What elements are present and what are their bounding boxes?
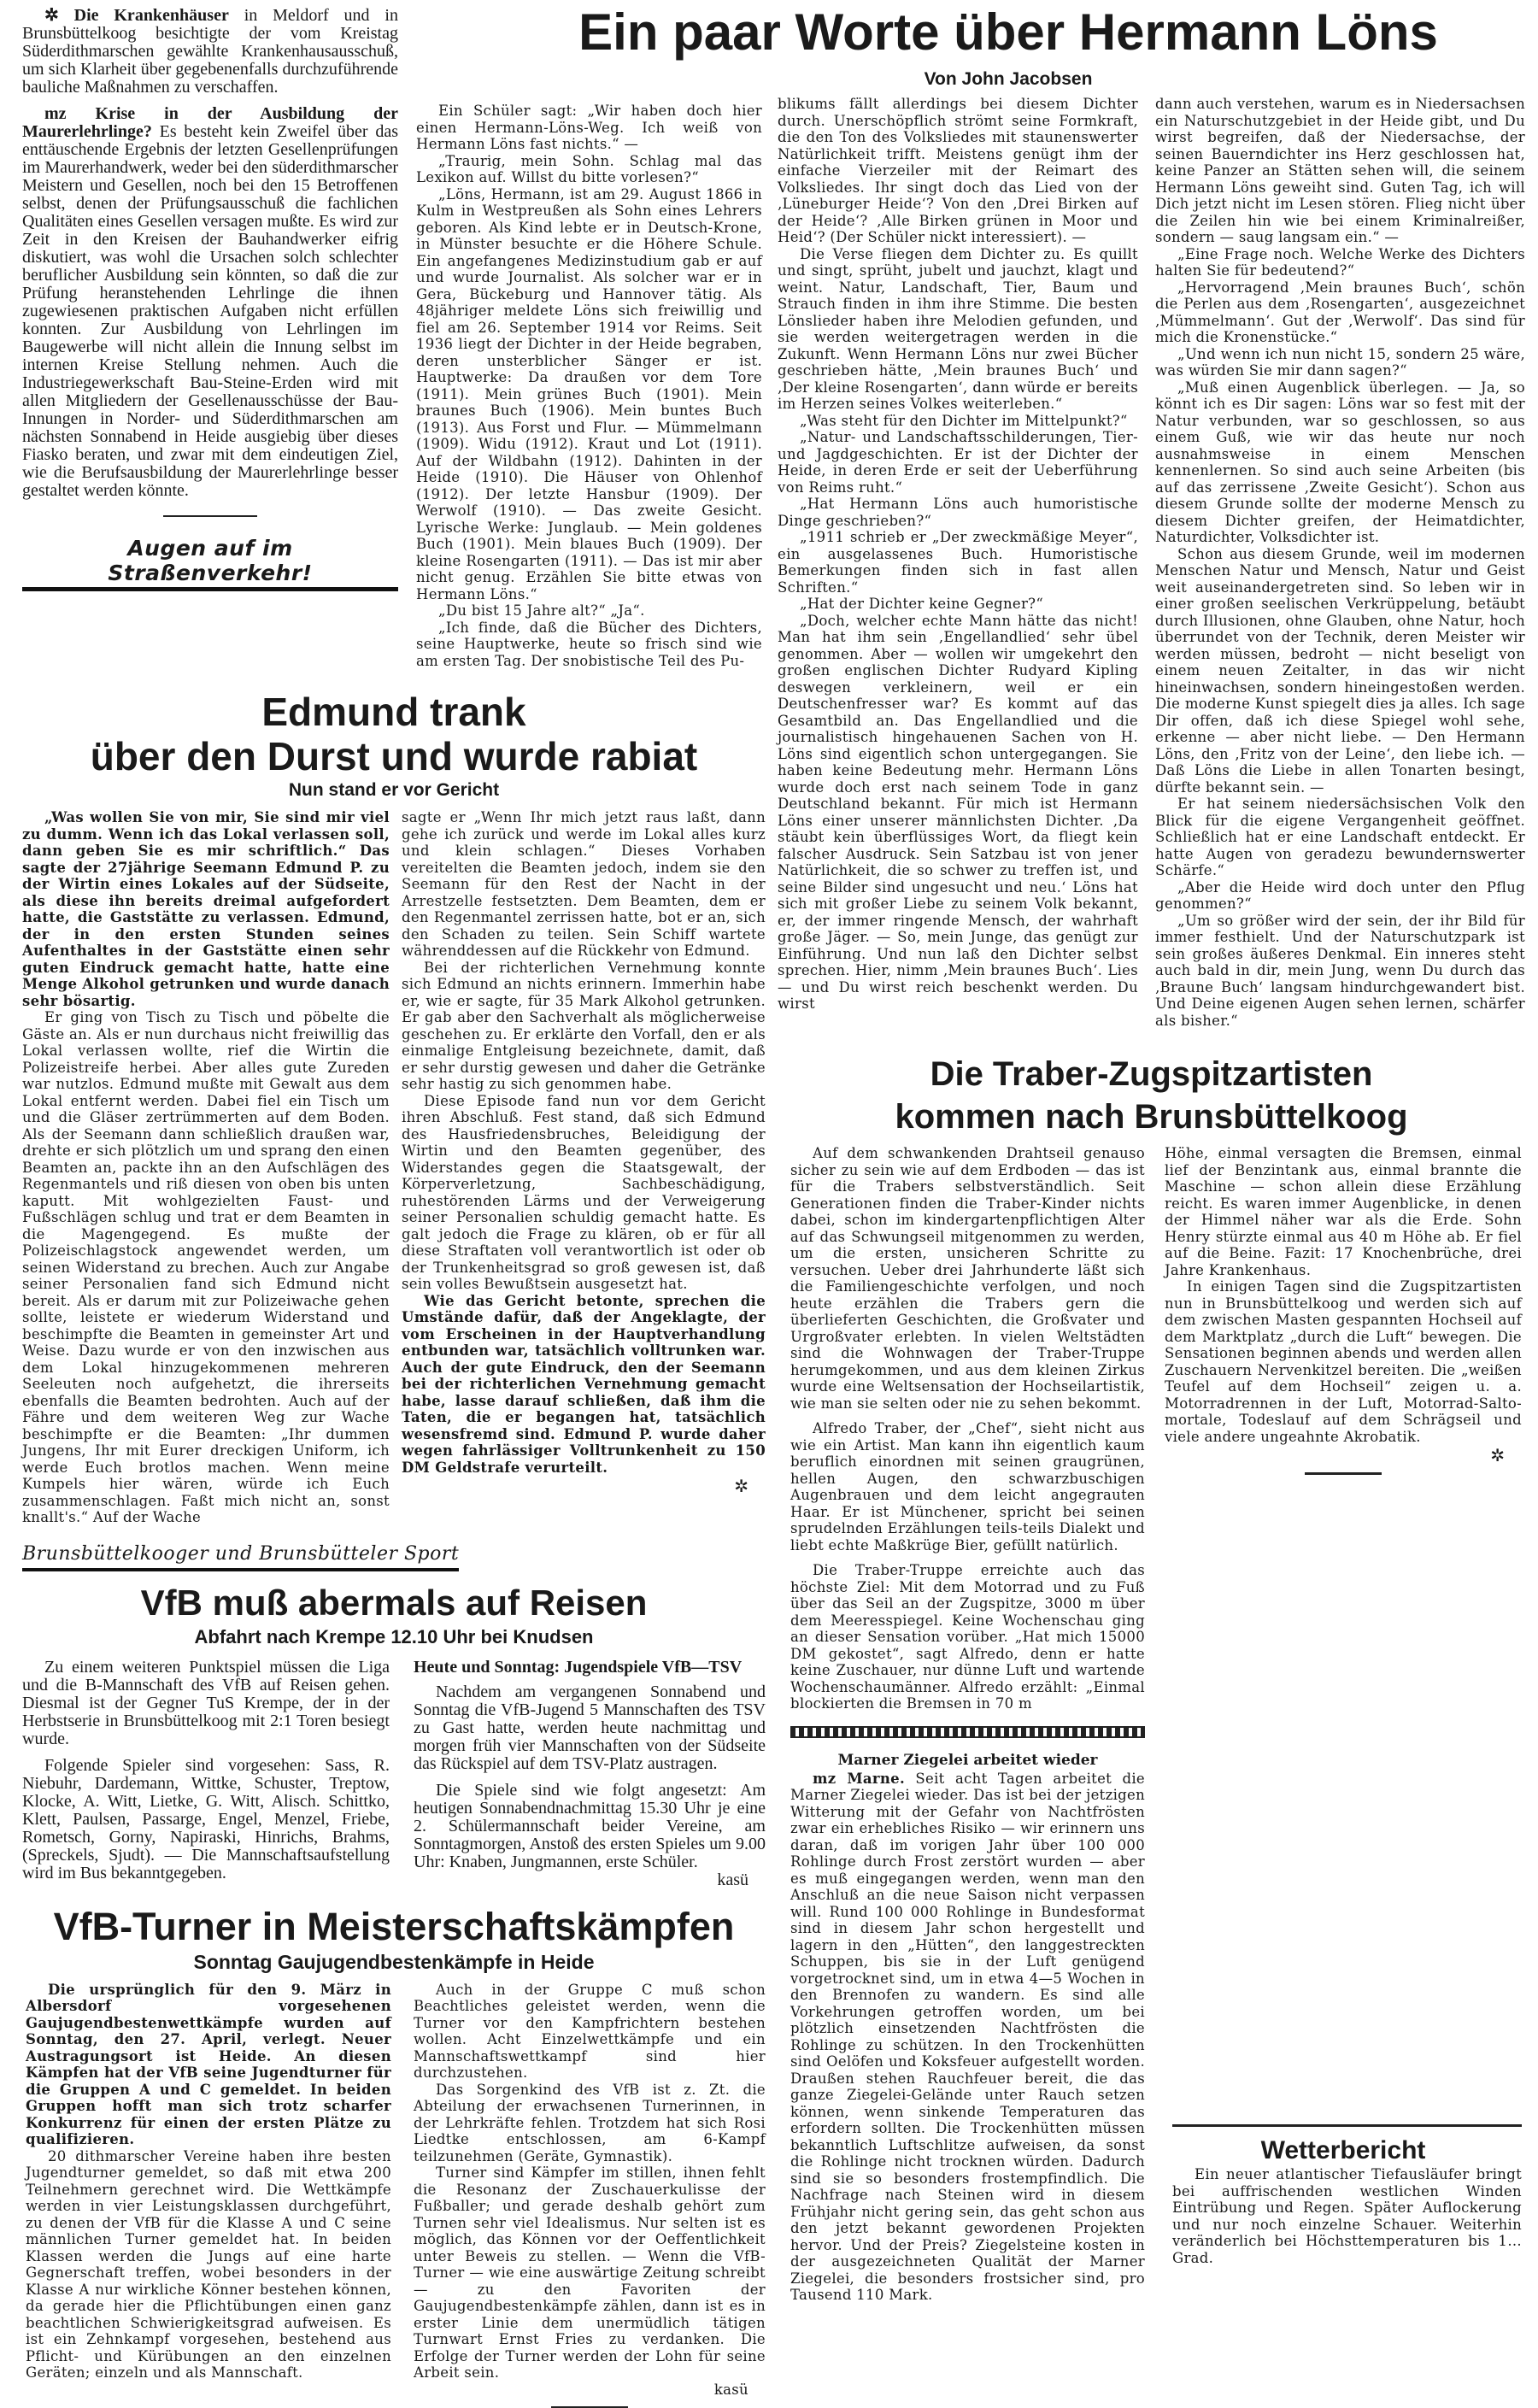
paragraph: sagte er „Wenn Ihr mich jetzt raus laßt, dann gehe ich zurück und werde im Lokal alles kurz und klein schlagen.“ Dieses Vorhaben vereitelten die Beamten jedoch, indem sie den Seemann für den Rest der Nacht in der Arrestzelle festsetzten. Dem Beamten, dem er den Regenmantel zerrissen hatte, bot er an, sich den Schaden zu teilen. Sein Schiff wartete währenddessen auf die Rückkehr von Edmund. [402, 809, 766, 960]
paragraph: Er ging von Tisch zu Tisch und pöbelte die Gäste an. Als er nun durchaus nicht freiwillig das Lokal verlassen wollte, rief die Wirtin die Polizeistreife herbei. Aber alles gute Zureden war nutzlos. Edmund mußte mit Gewalt aus dem Lokal entfernt werden. Dabei fiel ein Tisch um und die Gläser zertrümmerten auf dem Boden. Als der Seemann dann schließlich draußen war, drehte er sich plötzlich um und sprang den einen Beamten an, packte ihn an den Aufschlägen des Regenmantels und riß diesen von oben bis unten kaputt. Mit wohlgezielten Faust- und Fußschlägen schlug und trat er dem Beamten in die Magengegend. Es mußte der Polizeischlagstock angewendet werden, um seinen Widerstand zu brechen. Auch zur Angabe seiner Personalien fand sich Edmund nicht bereit. Als er darum mit zur Polizeiwache gehen sollte, leistete er wiederum Widerstand und beschimpfte die Beamten in gemeinster Art und Weise. Dazu wurde er von den inzwischen aus dem Lokal hinzugekommenen mehreren Seeleuten noch aufgehetzt, die ihrerseits ebenfalls die Beamten bedrohten. Auch auf der Fähre und dem weiteren Weg zur Wache beschimpfte er die Beamten: „Ihr dummen Jungens, Ihr mit Eurer dreckigen Uniform, ich werde Euch brotlos machen. Wenn meine Kumpels hier wären, würde ich Euch zusammenschlagen. Faßt mich nicht an, sonst knallt's.“ Auf der Wache [22, 1009, 390, 1526]
paragraph: Turner sind Kämpfer im stillen, ihnen fehlt die Resonanz der Zuschauerkulisse der Fußballer; und gerade deshalb gehört zum Turnen sehr viel Idealismus. Nur selten ist es möglich, das Können vor der Oeffentlichkeit unter Beweis zu stellen. — Wenn die VfB-Turner — wie eine auswärtige Zeitung schreibt — zu den Favoriten der Gaujugendbestenkämpfe zählen, dann ist es in erster Linie dem unermüdlich tätigen Turnwart Ernst Fries zu verdanken. Die Erfolge der Turner werden der Lohn für seine Arbeit sein. [414, 2164, 766, 2382]
vfb-travel-headline: VfB muß abermals auf Reisen [22, 1582, 766, 1624]
paragraph: Diese Episode fand nun vor dem Gericht ihren Abschluß. Fest stand, daß sich Edmund des Hausfriedensbruches, Beleidigung der Wirtin und den Beamten gegenüber, des Widerstandes gegen die Staatsgewalt, der Körperverletzung, Sachbeschädigung, ruhestörenden Lärms und der Verweigerung seiner Personalien schuldig gemacht hatte. Es galt jedoch die Frage zu klären, ob er für all diese Straftaten voll verantwortlich ist oder ob der Trunkenheitsgrad so groß gewesen ist, daß sein volles Bewußtsein ausgesetzt hat. [402, 1093, 766, 1293]
decorative-border [790, 1726, 1145, 1738]
right-lower-column-1 [790, 1145, 1145, 2304]
paragraph: „Natur- und Landschaftsschilderungen, Tier- und Jagdgeschichten. Er ist der Dichter der Heide, in deren Erde er seit der Ueberführung von Reims ruht.“ [778, 429, 1138, 496]
vfb-turner-column-1 [26, 1982, 391, 2382]
edmund-headline-line2: über den Durst und wurde rabiat [22, 734, 766, 778]
paragraph: „Aber die Heide wird doch unter den Pflug genommen?“ [1155, 879, 1525, 913]
end-mark-star-icon: ✲ [1165, 1445, 1522, 1465]
lead-in: mz Marne. [813, 1771, 905, 1787]
traffic-safety-banner: Augen auf im Straßenverkehr! [22, 536, 398, 591]
paragraph [22, 7, 398, 97]
traber-headline-line1: Die Traber-Zugspitzartisten [778, 1053, 1525, 1095]
vfb-travel-column-1 [22, 1659, 390, 1882]
paragraph: „Um so größer wird der sein, der ihr Bild für immer festhielt. Und der Naturschutzpark ist sein großes äußeres Denkmal. Ein inneres steht auch bald in dir, mein Jung, wenn Du durch das ‚Braune Buch‘ langsam hindurchgewandert bist. Und Deine eigenen Augen sehen lernen, schärfer als bisher.“ [1155, 913, 1525, 1030]
blank-space [1165, 1475, 1522, 2124]
paragraph: Höhe, einmal versagten die Bremsen, einmal lief der Benzintank aus, einmal brannte die Maschine — schon allein diese Erzählung reicht. Es waren immer Augenblicke, in denen der Himmel näher war als die Erde. Sohn Henry stürzte einmal aus 40 m Höhe ab. Er fiel auf die Beine. Fazit: 17 Knochenbrüche, drei Jahre Krankenhaus. [1165, 1145, 1522, 1278]
loens-column-2 [778, 96, 1138, 1013]
author-signature: kasü [414, 2382, 766, 2399]
vfb-turner-subheadline: Sonntag Gaujugendbestenkämpfe in Heide [22, 1949, 766, 1975]
paragraph: 20 dithmarscher Vereine haben ihre besten Jugendturner gemeldet, so daß mit etwa 200 Teilnehmern gerechnet wird. Die Wettkämpfe werden in vier Leistungsklassen durchgeführt, zu denen der VfB für die Klasse A und C seine männlichen Turner gemeldet hat. In beiden Klassen werden die Jungs auf eine harte Gegnerschaft treffen, wobei besonders in der Klasse A nur wirkliche Könner bestehen können, da gerade hier die Pflichtübungen einen ganz beachtlichen Schwierigkeitsgrad aufweisen. Es ist ein Zehnkampf vorgesehen, bestehend aus Pflicht- und Kürübungen an den einzelnen Geräten; einzeln und als Mannschaft. [26, 2148, 391, 2382]
paragraph: Schon aus diesem Grunde, weil im modernen Menschen Natur und Mensch, Natur und Geist weit auseinandergetreten sind. So leben wir in einer großen seelischen Verkrüppelung, betäubt durch Illusionen, ohne Glauben, ohne Natur, hoch überrundet von der Technik, deren Meister wir werden müssen, bedroht — nicht beseligt von einem neuen Zeitalter, in das wir nicht hineinwachsen, sondern hineingestoßen werden. Die moderne Kunst spiegelt dies ja alles. Ich sage Dir offen, daß ich diese Spiegel wohl sehe, erkenne — aber nicht liebe. — Den Hermann Löns, den ‚Fritz von der Leine‘, den liebe ich. — Daß Löns die Liebe in allen Tonarten besingt, dürfte bekannt sein. — [1155, 546, 1525, 796]
edmund-subheadline: Nun stand er vor Gericht [22, 778, 766, 802]
paragraph: Die Verse fliegen dem Dichter zu. Es quillt und singt, sprüht, jubelt und jauchzt, klagt und weint. Natur, Landschaft, Tier, Baum und Strauch finden in ihm ihre Stimme. Die besten Lönslieder haben ihre Melodien gefunden, und sie werden weitergetragen werden in die Zukunft. Wenn Hermann Löns nur zwei Bücher geschrieben hätte, ‚Mein braunes Buch‘ und ‚Der kleine Rosengarten‘, dann würde er bereits im Herzen seines Volkes weiterleben.“ [778, 246, 1138, 413]
traber-headline-line2: kommen nach Brunsbüttelkoog [778, 1095, 1525, 1138]
paragraph: Nachdem am vergangenen Sonnabend und Sonntag die VfB-Jugend 5 Mannschaften des TSV zu Gast hatte, werden heute nachmittag und morgen früh vier Mannschaften von der Südseite das Rückspiel auf dem TSV-Platz austragen. [414, 1683, 766, 1773]
paragraph: Folgende Spieler sind vorgesehen: Sass, R. Niebuhr, Dardemann, Wittke, Schuster, Treptow, Klocke, A. Witt, Lietke, G. Witt, Alisch. Schittko, Klett, Paulsen, Passarge, Engel, Menzel, Friebe, Rometsch, Gorny, Napiraski, Hinrichs, Brahms, (Spreckels, Sjudt). — Die Mannschaftsaufstellung wird im Bus bekanntgegeben. [22, 1757, 390, 1882]
loens-right-columns [778, 96, 1525, 1029]
vfb-travel-column-2 [414, 1659, 766, 1889]
paragraph [22, 105, 398, 500]
weather-headline: Wetterbericht [1165, 2135, 1522, 2166]
edmund-column-1 [22, 809, 390, 1526]
loens-byline: Von John Jacobsen [854, 68, 1162, 91]
paragraph: Auf dem schwankenden Drahtseil genauso sicher zu sein wie auf dem Erdboden — das ist für die Trabers selbstverständlich. Seit Generationen finden die Traber-Kinder nichts dabei, schon im kindergartenpflichtigen Alter auf das Schwungseil mitgenommen zu werden, um die ersten, unsicheren Schritte zu versuchen. Ueber drei Jahrhunderte läßt sich die Familiengeschichte verfolgen, und noch heute erzählen die Trabers gern die überlieferten Geschichten, die Großvater und Urgroßvater erlebten. In vielen Weltstädten sind die Wohnwagen der Traber-Truppe herumgekommen, und aus dem kleinen Zirkus wurde eine Weltsensation der Hochseilartistik, wie man sie selten oder nie zu sehen bekommt. [790, 1145, 1145, 1412]
right-lower-column-2 [1165, 1145, 1522, 2266]
lead-in: mz Krise in der Ausbildung der Maurerlehrlinge? [22, 104, 398, 141]
paragraph: „Hervorragend ‚Mein braunes Buch‘, schön die Perlen aus dem ‚Rosengarten‘, ausgezeichnet ‚Mümmelmann‘. Gut der ‚Werwolf‘. Das sind für mich die Kronenstücke.“ [1155, 279, 1525, 346]
weather-text: Ein neuer atlantischer Tiefausläufer bringt bei auffrischenden westlichen Winden Eintrübung und Regen. Später Auflockerung und nur noch einzelne Schauer. Weiterhin veränderlich bei Höchsttemperaturen bis 1… Grad. [1172, 2166, 1522, 2266]
paragraph: Er hat seinem niedersächsischen Volk den Blick für die eigene Vergangenheit geöffnet. Schließlich hat er eine Landschaft entdeckt. Er hatte Augen von geradezu bewundernswerter Schärfe.“ [1155, 796, 1525, 879]
paragraph-text: Seit acht Tagen arbeitet die Marner Ziegelei wieder. Das ist bei der jetzigen Witterung mit der Gefahr von Nachtfrösten zwar ein erhebliches Risiko — wir erinnern uns daran, daß im vorigen Jahr über 100 000 Rohlinge durch Frost zerstört wurden — aber es muß eingegangen werden, wenn man den Anschluß an die neue Saison nicht verpassen will. Rund 100 000 Rohlinge in Bundesformat sind in diesem Jahr schon hergestellt und lagern in den „Hütten“, den langgestreckten Schuppen, bis sie in der Luft genügend vorgetrocknet sind, um in etwa 4—5 Wochen in den Brennofen zu wandern. Es sind alle Vorkehrungen getroffen worden, um bei plötzlich einsetzenden Nachtfrösten die Rohlinge zu schützen. In den Trockenhütten sind Oelöfen und Koksfeuer aufgestellt worden. Draußen stehen Rauchfeuer bereit, die das ganze Ziegelei-Gelände unter Rauch setzen können, wenn sinkende Temperaturen das erfordern sollten. Die Trockenhütten müssen bekanntlich Luftschlitze aufweisen, da sonst die Rohlinge nicht trocknen würden. Dadurch sind sie so besonders frostempfindlich. Die Nachfrage nach Steinen wird in diesem Frühjahr nicht gering sein, das geht schon aus den jetzt bekannt gewordenen Projekten hervor. Und der Preis? Ziegelsteine kosten in der ausgezeichneten Qualität der Marner Ziegelei, die besonders frostsicher sind, pro Tausend 110 Mark. [790, 1771, 1145, 2304]
top-left-row [22, 7, 766, 669]
paragraph: Wie das Gericht betonte, sprechen die Umstände dafür, daß der Angeklagte, der vom Erscheinen in der Hauptverhandlung entbunden war, tatsächlich volltrunken war. Auch der gute Eindruck, den der Seemann bei der richterlichen Vernehmung gemacht habe, lasse darauf schließen, daß ihm die Taten, die er begangen hat, tatsächlich wesensfremd sind. Edmund P. wurde daher wegen fahrlässiger Volltrunkenheit zu 150 DM Geldstrafe verurteilt. [402, 1293, 766, 1477]
youth-games-text [414, 1683, 766, 1871]
edmund-headline-line1: Edmund trank [22, 690, 766, 734]
paragraph: Bei der richterlichen Vernehmung konnte sich Edmund an nichts erinnern. Immerhin habe er, wie er sagte, für 35 Mark Alkohol getrunken. Er gab aber den Sachverhalt als möglicherweise geschehen zu. Er erklärte den Vorfall, den er als einmalige Entgleisung bezeichnete, damit, daß er sehr durstig gewesen und daher die Getränke sehr hastig zu sich genommen habe. [402, 960, 766, 1093]
loens-column-1 [416, 103, 762, 669]
paragraph: Das Sorgenkind des VfB ist z. Zt. die Abteilung der erwachsenen Turnerinnen, in der Lehrkräfte fehlen. Trotzdem hat sich Rosi Liedtke entschlossen, am 6-Kampf teilzunehmen (Geräte, Gymnastik). [414, 2082, 766, 2165]
paragraph: Alfredo Traber, der „Chef“, sieht nicht aus wie ein Artist. Man kann ihn eigentlich kaum beruflich einordnen mit seinen graugrünen, hellen Augen, den schwarzbuschigen Augenbrauen und dem leicht angegrauten Haar. Er ist Münchener, spricht bei seinen sprudelnden Erzählungen teils-teils Dialekt und liebt echte Maßkrüge Bier, gefüllt natürlich. [790, 1420, 1145, 1553]
paragraph: Zu einem weiteren Punktspiel müssen die Liga und die B-Mannschaft des VfB auf Reisen gehen. Diesmal ist der Gegner TuS Krempe, der in der Herbstserie in Brunsbüttelkoog mit 2:1 Toren besiegt wurde. [22, 1659, 390, 1748]
paragraph: Auch in der Gruppe C muß schon Beachtliches geleistet werden, wenn die Turner vor den Kampfrichtern bestehen wollen. Acht Einzelwettkämpfe und ein Mannschaftswettkampf sind hier durchzustehen. [414, 1982, 766, 2082]
edmund-column-2-area [402, 809, 766, 1496]
local-news-area [22, 7, 398, 591]
paragraph: „Doch, welcher echte Mann hätte das nicht! Man hat ihm sein ‚Engellandlied‘ sehr übel genommen. Aber — wollen wir umgekehrt den großen englischen Dichter Rudyard Kipling deswegen verkleinern, weil er ein Deutschenfresser war? Es kommt auf das Gesamtbild an. Das Engellandlied und die journalistisch hingehauenen Sachen von H. Löns sind eigentlich schon untergegangen. Sie haben keine Bedeutung mehr. Hermann Löns wurde doch erst nach seinem Tode in ganz Deutschland bekannt. Für mich ist Hermann Löns einer unserer männlichsten Dichter. ‚Da stäubt kein überflüssiges Wort, da fliegt kein falscher Ausdruck. Sein Satzbau ist von jener Natürlichkeit, die so schwer zu treffen ist, und seine Bilder sind ungesucht und neu.‘ Löns hat sich mit großer Liebe zu seinem Volk bekannt, er, der immer ringende Mensch, der wahrhaft große Jäger. — So, mein Junge, das genügt zur Einführung. Und nun laß den Dichter selbst sprechen. Hier, nimm ‚Mein braunes Buch‘. Lies — und Du wirst reich beschenkt werden. Du wirst [778, 613, 1138, 1013]
marne-article [790, 1771, 1145, 2304]
local-news-column [22, 7, 398, 500]
vfb-travel-subheadline: Abfahrt nach Krempe 12.10 Uhr bei Knudsen [22, 1624, 766, 1650]
vfb-turner-headline: VfB-Turner in Meisterschaftskämpfen [22, 1905, 766, 1949]
weather-report [1172, 2166, 1522, 2266]
paragraph: „Du bist 15 Jahre alt?“ „Ja“. [416, 602, 762, 620]
traber-marne-columns [778, 1145, 1525, 2304]
paragraph: „Was steht für den Dichter im Mittelpunkt?“ [778, 413, 1138, 430]
edmund-columns [22, 809, 766, 1526]
paragraph: „Traurig, mein Sohn. Schlag mal das Lexikon auf. Willst du bitte vorlesen?“ [416, 153, 762, 186]
paragraph: „Muß einen Augenblick überlegen. — Ja, so könnt ich es Dir sagen: Löns war so fest mit der Natur verbunden, war so geschlossen, so aus einem Guß, wie wir das heute nur noch ausnahmsweise in einem Menschen kennenlernen. So sind auch seine Arbeiten (bis auf das zerrissene ‚Zweite Gesicht‘). Schon aus diesem Grunde sollte der moderne Mensch zu diesem Dichter greifen, der Heimatdichter, Naturdichter, Volksdichter ist. [1155, 379, 1525, 546]
left-page-area [22, 0, 766, 2408]
paragraph-text: in Meldorf und in Brunsbüttelkoog besichtigte der vom Kreistag Süderdithmarschen gewählte Krankenhausausschuß, um sich Klarheit über gegebenenfalls durchzuführende bauliche Maßnahmen zu verschaffen. [22, 6, 398, 97]
vfb-turner-column-2 [414, 1982, 766, 2408]
traber-column-2 [1165, 1145, 1522, 1445]
youth-games-heading: Heute und Sonntag: Jugendspiele VfB—TSV [414, 1659, 766, 1677]
right-page-area [778, 0, 1525, 2304]
paragraph: „Eine Frage noch. Welche Werke des Dichters halten Sie für bedeutend?“ [1155, 246, 1525, 279]
vfb-turner-columns [22, 1982, 766, 2408]
paragraph: Die Spiele sind wie folgt angesetzt: Am heutigen Sonnabendnachmittag 15.30 Uhr je eine 2. Schülermannschaft beider Vereine, am Sonntagmorgen, Anstoß des ersten Spieles um 9.00 Uhr: Knaben, Jungmannen, erste Schüler. [414, 1782, 766, 1871]
weather-top-rule [1172, 2124, 1522, 2127]
paragraph: „Ich finde, daß die Bücher des Dichters, seine Hauptwerke, heute so frisch sind wie am ersten Tag. Der snobistische Teil des Pu- [416, 620, 762, 670]
paragraph: dann auch verstehen, warum es in Niedersachsen ein Naturschutzgebiet in der Heide gibt, und Du wirst begreifen, daß der Niedersachse, der seinen Bauerndichter ins Herz geschlossen hat, keine Panzer an Stätten sehen will, die seinem Hermann Löns geweiht sind. Guten Tag, ich will Dich jetzt nicht im Lesen stören. Flieg nicht über die Zeilen hin wie bei einem Kriminalreißer, sondern — saug langsam ein.“ — [1155, 96, 1525, 246]
paragraph: Die Traber-Truppe erreichte auch das höchste Ziel: Mit dem Motorrad und zu Fuß über das Seil an der Zugspitze, 3000 m über dem Meeresspiegel. Keine Wochenschau ging an dieser Sensation vorüber. „Hat mich 15000 DM gekostet“, sagt Alfredo, denn er hatte keine Zuschauer, nur dünne Luft und wartende Wochenschaumänner. Alfredo erzählt: „Einmal blockierten die Bremsen in 70 m [790, 1562, 1145, 1712]
vfb-travel-columns [22, 1659, 766, 1889]
vfb-turner-text [414, 1982, 766, 2382]
paragraph: blikums fällt allerdings bei diesem Dichter durch. Unerschöpflich strömt seine Formkraft, die den Ton des Volksliedes mit staunenswerter Natürlichkeit trifft. Meistens genügt ihm der einfache Vierzeiler mit der Reimart des Volksliedes. Ihr singt doch das Lied von der ‚Lüneburger Heide‘? Von den ‚Drei Birken auf der Heide‘? ‚Alle Birken grünen in Moor und Heid‘? (Der Schüler nickt interessiert). — [778, 96, 1138, 246]
paragraph: „Was wollen Sie von mir, Sie sind mir viel zu dumm. Wenn ich das Lokal verlassen soll, dann geben Sie es mir schriftlich.“ Das sagte der 27jährige Seemann Edmund P. zu der Wirtin eines Lokales auf der Südseite, als diese ihn bereits dreimal aufgefordert hatte, die Gaststätte zu verlassen. Edmund, der in den ersten Stunden seines Aufenthaltes in der Gaststätte einen sehr guten Eindruck gemacht hatte, hatte eine Menge Alkohol getrunken und wurde danach sehr bösartig. [22, 809, 390, 1009]
divider [163, 515, 257, 517]
loens-headline: Ein paar Worte über Hermann Löns [538, 0, 1478, 65]
paragraph-text: Es besteht kein Zweifel über das enttäuschende Ergebnis der letzten Gesellenprüfungen im Maurerhandwerk, weder bei den süderdithmarscher Meistern und Gesellen, noch bei den 15 Betroffenen selbst, denen der Prüfungsausschuß die fachlichen Qualitäten eines Gesellen versagen mußte. Es wird zur Zeit in den Kreisen der Bauhandwerker eifrig diskutiert, was wohl die Ursachen solch schlechter beruflicher Ausbildung sein könnten, so daß die zur Prüfung heranstehenden Lehrlinge die ihnen zugewiesenen praktischen Aufgaben nicht erfüllen konnten. Zur Ausbildung von Lehrlingen im Baugewerbe will nicht allein die Innung selbst im internen Kreise Stellung nehmen. Auch die Industriegewerkschaft Bau-Steine-Erden wird mit allen Mitgliedern der Gesellenausschüsse der Bau-Innungen in Norder- und Süderdithmarschen am nächsten Sonnabend in Heide ausgiebig über dieses Fiasko beraten, und zwar mit dem eindeutigen Ziel, wie die Berufsausbildung der Maurerlehrlinge besser gestaltet werden könnte. [22, 122, 398, 500]
paragraph: „Hat der Dichter keine Gegner?“ [778, 596, 1138, 613]
traber-column-1 [790, 1145, 1145, 1712]
paragraph: „Und wenn ich nun nicht 15, sondern 25 wäre, was würden Sie mir dann sagen?“ [1155, 346, 1525, 379]
lead-in: ✲ Die Krankenhäuser [44, 6, 229, 25]
paragraph: Die ursprünglich für den 9. März in Albersdorf vorgesehenen Gaujugendbestenwettkämpfe wurden auf Sonntag, den 27. April, verlegt. Neuer Austragungsort ist Heide. An diesen Kämpfen hat der VfB seine Jugendturner für die Gruppen A und C gemeldet. In beiden Gruppen hofft man sich trotz scharfer Konkurrenz für einen der ersten Plätze zu qualifizieren. [26, 1982, 391, 2148]
paragraph: Ein Schüler sagt: „Wir haben doch hier einen Hermann-Löns-Weg. Ich weiß von Hermann Löns fast nichts.“ — [416, 103, 762, 153]
author-signature: kasü [414, 1871, 766, 1889]
paragraph [790, 1771, 1145, 2304]
paragraph: In einigen Tagen sind die Zugspitzartisten nun in Brunsbüttelkoog und werden sich auf dem zwischen Masten gespannten Hochseil auf dem Marktplatz „durch die Luft“ bewegen. Die Sensationen beginnen abends und werden allen Zuschauern Nervenkitzel bereiten. Die „weißen Teufel auf dem Hochseil“ zeigen u. a. Motorradrennen in der Luft, Motorrad-Salto-mortale, Todeslauf auf dem Schrägseil und viele andere ungeahnte Akrobatik. [1165, 1278, 1522, 1445]
loens-column-3 [1155, 96, 1525, 1029]
paragraph: „1911 schrieb er „Der zweckmäßige Meyer“, ein ausgelassenes Buch. Humoristische Bemerkungen finden sich in fast allen Schriften.“ [778, 529, 1138, 596]
end-mark-star-icon: ✲ [402, 1476, 766, 1496]
paragraph: „Löns, Hermann, ist am 29. August 1866 in Kulm in Westpreußen als Sohn eines Lehrers geboren. Als Kind lebte er in Deutsch-Krone, in Münster besuchte er die Höhere Schule. Ein angefangenes Medizinstudium gab er auf und wurde Journalist. Als solcher war er in Gera, Bückeburg und Hannover tätig. Als 48jähriger meldete Löns sich freiwillig und fiel am 26. September 1914 vor Reims. Seit 1936 liegt der Dichter in der Heide begraben, deren unsterblicher Sänger er ist. Hauptwerke: Da draußen vor dem Tore (1911). Mein grünes Buch (1901). Mein braunes Buch (1906). Mein buntes Buch (1913). Aus Forst und Flur. — Mümmelmann (1909). Widu (1912). Kraut und Lot (1911). Auf der Wildbahn (1912). Dahinten in der Heide (1910). Die Häuser von Ohlenhof (1912). Der letzte Hansbur (1909). Der Werwolf (1910). — Das zweite Gesicht. Lyrische Werke: Junglaub. — Mein goldenes Buch (1901). Mein blaues Buch (1909). Der kleine Rosengarten (1911). — Das ist mir aber nicht genug. Erzählen Sie bitte etwas von Hermann Löns.“ [416, 186, 762, 603]
sport-section-header: Brunsbüttelkooger und Brunsbütteler Sport [22, 1543, 459, 1571]
paragraph: „Hat Hermann Löns auch humoristische Dinge geschrieben?“ [778, 496, 1138, 529]
edmund-column-2 [402, 809, 766, 1476]
marne-headline: Marner Ziegelei arbeitet wieder [790, 1750, 1145, 1771]
